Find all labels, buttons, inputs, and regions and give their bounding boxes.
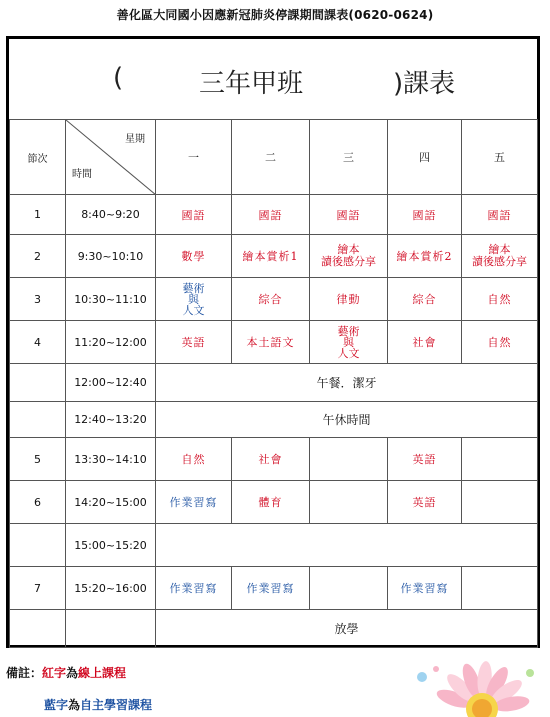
day-fri: 五 (462, 120, 538, 195)
period-time: 10:30~11:10 (66, 278, 156, 321)
lesson-cell (462, 481, 538, 524)
lesson-cell: 繪本賞析1 (232, 235, 310, 278)
lesson-cell (462, 567, 538, 610)
table-row (10, 567, 538, 610)
lesson-cell: 國語 (310, 195, 388, 235)
lesson-cell: 綜合 (232, 278, 310, 321)
day-thu: 四 (388, 120, 462, 195)
period-time: 11:20~12:00 (66, 321, 156, 364)
lesson-cell: 英語 (388, 481, 462, 524)
nap-label: 午休時間 (156, 402, 538, 438)
period-time: 13:30~14:10 (66, 438, 156, 481)
lesson-cell: 作業習寫 (232, 567, 310, 610)
notes (6, 664, 153, 712)
class-title-open: ( (113, 63, 124, 93)
period-number: 1 (10, 195, 66, 235)
period-time: 15:20~16:00 (66, 567, 156, 610)
lesson-cell: 自然 (462, 278, 538, 321)
blue-word: 藍字 (44, 698, 69, 712)
day-tue: 二 (232, 120, 310, 195)
lesson-cell (310, 438, 388, 481)
header-row (10, 120, 538, 195)
table-row (10, 195, 538, 235)
lesson-cell: 作業習寫 (388, 567, 462, 610)
red-word: 紅字 (42, 666, 67, 680)
red-mid: 為 (66, 666, 79, 680)
lesson-cell: 律動 (310, 278, 388, 321)
lesson-cell: 社會 (232, 438, 310, 481)
period-number: 5 (10, 438, 66, 481)
lesson-cell: 作業習寫 (156, 567, 232, 610)
notes-line2 (44, 696, 152, 713)
table-row (10, 438, 538, 481)
lesson-cell (310, 481, 388, 524)
blue-mid: 為 (68, 698, 81, 712)
period-number: 7 (10, 567, 66, 610)
weekday-label: 星期 (125, 134, 145, 145)
schedule-frame (6, 36, 540, 648)
notes-prefix: 備註： (6, 666, 43, 680)
period-time: 9:30~10:10 (66, 235, 156, 278)
nap-row (10, 402, 538, 438)
period-number: 2 (10, 235, 66, 278)
class-name: 三年甲班 (199, 69, 304, 99)
table-row (10, 235, 538, 278)
dismissal-label: 放學 (156, 610, 538, 648)
class-title (9, 39, 537, 120)
lesson-cell: 自然 (462, 321, 538, 364)
period-number: 6 (10, 481, 66, 524)
lesson-cell: 繪本賞析2 (388, 235, 462, 278)
lesson-cell: 社會 (388, 321, 462, 364)
period-number: 3 (10, 278, 66, 321)
lesson-cell: 藝術 與 人文 (156, 278, 232, 321)
table-row (10, 278, 538, 321)
lesson-cell: 數學 (156, 235, 232, 278)
class-title-close: )課表 (393, 69, 456, 99)
weekday-time-header (66, 120, 156, 195)
period-time: 8:40~9:20 (66, 195, 156, 235)
lesson-cell: 英語 (388, 438, 462, 481)
time-label: 時間 (72, 169, 92, 180)
lesson-cell: 本土語文 (232, 321, 310, 364)
flower-decoration-icon (402, 657, 542, 717)
period-time: 15:00~15:20 (66, 524, 156, 567)
lesson-cell (310, 567, 388, 610)
lesson-cell: 國語 (156, 195, 232, 235)
lesson-cell: 作業習寫 (156, 481, 232, 524)
break-row (10, 524, 538, 567)
lesson-cell: 繪本 讀後感分享 (310, 235, 388, 278)
schedule-table (9, 119, 538, 648)
table-row (10, 321, 538, 364)
lesson-cell: 國語 (462, 195, 538, 235)
document-title: 善化區大同國小因應新冠肺炎停課期間課表(0620-0624) (116, 8, 434, 22)
day-mon: 一 (156, 120, 232, 195)
lesson-cell: 英語 (156, 321, 232, 364)
period-time: 14:20~15:00 (66, 481, 156, 524)
period-header: 節次 (10, 120, 66, 195)
table-row (10, 481, 538, 524)
day-wed: 三 (310, 120, 388, 195)
period-number: 4 (10, 321, 66, 364)
end-row (10, 610, 538, 648)
lesson-cell (462, 438, 538, 481)
lesson-cell: 自然 (156, 438, 232, 481)
lesson-cell: 國語 (388, 195, 462, 235)
lesson-cell: 綜合 (388, 278, 462, 321)
period-time: 12:00~12:40 (66, 364, 156, 402)
lunch-label: 午餐．潔牙 (156, 364, 538, 402)
self-study-note: 自主學習課程 (80, 698, 153, 712)
lesson-cell: 繪本 讀後感分享 (462, 235, 538, 278)
period-time: 12:40~13:20 (66, 402, 156, 438)
lesson-cell: 國語 (232, 195, 310, 235)
lesson-cell: 藝術 與 人文 (310, 321, 388, 364)
online-course-note: 線上課程 (78, 666, 127, 680)
lesson-cell: 體育 (232, 481, 310, 524)
lunch-row (10, 364, 538, 402)
